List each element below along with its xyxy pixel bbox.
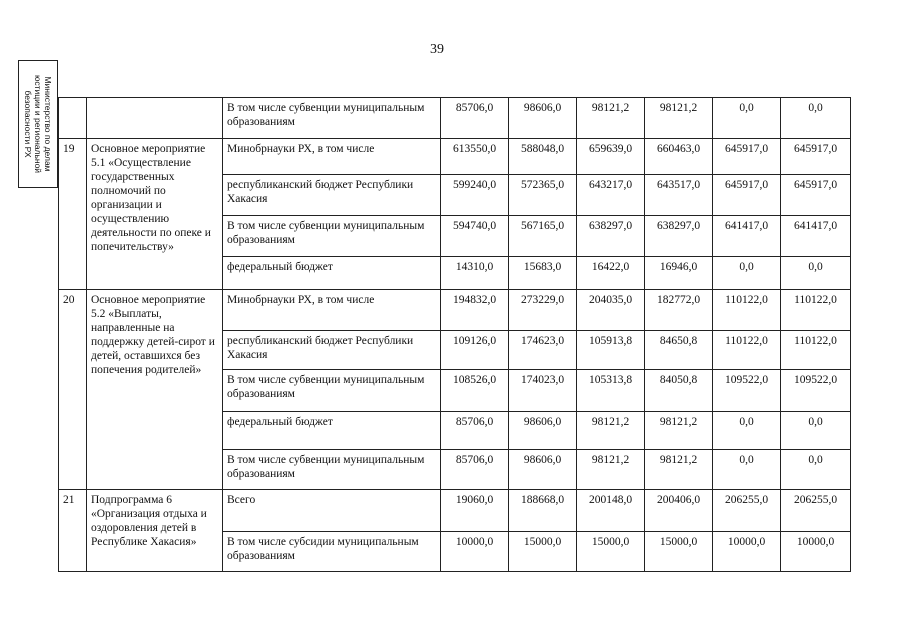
value-cell: 19060,0 [441, 490, 509, 532]
row-number-cell: 19 [59, 139, 87, 290]
value-cell: 110122,0 [713, 331, 781, 370]
value-cell: 98121,2 [645, 450, 713, 490]
value-cell: 645917,0 [781, 139, 851, 175]
value-cell: 109522,0 [713, 370, 781, 412]
funding-source-cell: Всего [223, 490, 441, 532]
value-cell: 638297,0 [645, 216, 713, 257]
funding-source-cell: В том числе субвенции муниципальным образованиям [223, 216, 441, 257]
value-cell: 0,0 [713, 98, 781, 139]
value-cell: 109522,0 [781, 370, 851, 412]
activity-name-cell: Основное мероприятие 5.1 «Осуществление государственных полномочий по организации и осуществлению деятельности по опеке и попечительству» [87, 139, 223, 290]
value-cell: 98606,0 [509, 98, 577, 139]
value-cell: 174023,0 [509, 370, 577, 412]
value-cell: 200148,0 [577, 490, 645, 532]
value-cell: 188668,0 [509, 490, 577, 532]
value-cell: 206255,0 [713, 490, 781, 532]
value-cell: 594740,0 [441, 216, 509, 257]
funding-source-cell: В том числе субвенции муниципальным образованиям [223, 98, 441, 139]
table-row [59, 290, 851, 331]
value-cell: 659639,0 [577, 139, 645, 175]
value-cell: 98606,0 [509, 450, 577, 490]
value-cell: 85706,0 [441, 412, 509, 450]
value-cell: 206255,0 [781, 490, 851, 532]
value-cell: 108526,0 [441, 370, 509, 412]
value-cell: 98121,2 [577, 98, 645, 139]
value-cell: 84050,8 [645, 370, 713, 412]
value-cell: 204035,0 [577, 290, 645, 331]
value-cell: 643517,0 [645, 175, 713, 216]
value-cell: 643217,0 [577, 175, 645, 216]
row-number-cell: 21 [59, 490, 87, 572]
value-cell: 567165,0 [509, 216, 577, 257]
stamp-text [23, 62, 53, 186]
funding-source-cell: В том числе субвенции муниципальным образованиям [223, 450, 441, 490]
value-cell: 105313,8 [577, 370, 645, 412]
funding-source-cell: В том числе субсидии муниципальным образованиям [223, 532, 441, 572]
funding-source-cell: республиканский бюджет Республики Хакасия [223, 175, 441, 216]
value-cell: 16946,0 [645, 257, 713, 290]
value-cell: 110122,0 [713, 290, 781, 331]
value-cell: 613550,0 [441, 139, 509, 175]
activity-name-cell [87, 98, 223, 139]
row-number-cell [59, 98, 87, 139]
value-cell: 98606,0 [509, 412, 577, 450]
value-cell: 0,0 [713, 412, 781, 450]
value-cell: 0,0 [713, 450, 781, 490]
value-cell: 645917,0 [781, 175, 851, 216]
value-cell: 0,0 [781, 98, 851, 139]
value-cell: 645917,0 [713, 175, 781, 216]
stamp-line: юстиции и региональной [33, 74, 43, 174]
value-cell: 273229,0 [509, 290, 577, 331]
value-cell: 660463,0 [645, 139, 713, 175]
value-cell: 194832,0 [441, 290, 509, 331]
value-cell: 16422,0 [577, 257, 645, 290]
value-cell: 85706,0 [441, 450, 509, 490]
table-row [59, 98, 851, 139]
activity-name-cell: Подпрограмма 6 «Организация отдыха и оздоровления детей в Республике Хакасия» [87, 490, 223, 572]
value-cell: 182772,0 [645, 290, 713, 331]
value-cell: 109126,0 [441, 331, 509, 370]
value-cell: 110122,0 [781, 331, 851, 370]
funding-source-cell: федеральный бюджет [223, 257, 441, 290]
value-cell: 15000,0 [645, 532, 713, 572]
value-cell: 0,0 [781, 450, 851, 490]
value-cell: 638297,0 [577, 216, 645, 257]
page-number: 39 [430, 42, 444, 57]
ministry-stamp [18, 60, 58, 188]
value-cell: 14310,0 [441, 257, 509, 290]
value-cell: 641417,0 [713, 216, 781, 257]
table-row [59, 490, 851, 532]
stamp-line: Министерство по делам [43, 76, 53, 172]
value-cell: 10000,0 [713, 532, 781, 572]
stamp-line: безопасности РХ [23, 90, 33, 158]
value-cell: 588048,0 [509, 139, 577, 175]
value-cell: 200406,0 [645, 490, 713, 532]
value-cell: 98121,2 [645, 412, 713, 450]
value-cell: 98121,2 [577, 412, 645, 450]
value-cell: 15000,0 [577, 532, 645, 572]
value-cell: 84650,8 [645, 331, 713, 370]
value-cell: 98121,2 [577, 450, 645, 490]
funding-source-cell: федеральный бюджет [223, 412, 441, 450]
funding-source-cell: республиканский бюджет Республики Хакасия [223, 331, 441, 370]
value-cell: 0,0 [713, 257, 781, 290]
value-cell: 15683,0 [509, 257, 577, 290]
value-cell: 0,0 [781, 257, 851, 290]
value-cell: 15000,0 [509, 532, 577, 572]
value-cell: 10000,0 [781, 532, 851, 572]
row-number-cell: 20 [59, 290, 87, 490]
value-cell: 641417,0 [781, 216, 851, 257]
value-cell: 105913,8 [577, 331, 645, 370]
table-row [59, 139, 851, 175]
value-cell: 98121,2 [645, 98, 713, 139]
value-cell: 110122,0 [781, 290, 851, 331]
activity-name-cell: Основное мероприятие 5.2 «Выплаты, направленные на поддержку детей-сирот и детей, оставшихся без попечения родителей» [87, 290, 223, 490]
budget-table [58, 97, 851, 572]
value-cell: 10000,0 [441, 532, 509, 572]
value-cell: 645917,0 [713, 139, 781, 175]
value-cell: 0,0 [781, 412, 851, 450]
value-cell: 599240,0 [441, 175, 509, 216]
funding-source-cell: Минобрнауки РХ, в том числе [223, 290, 441, 331]
value-cell: 572365,0 [509, 175, 577, 216]
value-cell: 174623,0 [509, 331, 577, 370]
funding-source-cell: Минобрнауки РХ, в том числе [223, 139, 441, 175]
value-cell: 85706,0 [441, 98, 509, 139]
funding-source-cell: В том числе субвенции муниципальным образованиям [223, 370, 441, 412]
